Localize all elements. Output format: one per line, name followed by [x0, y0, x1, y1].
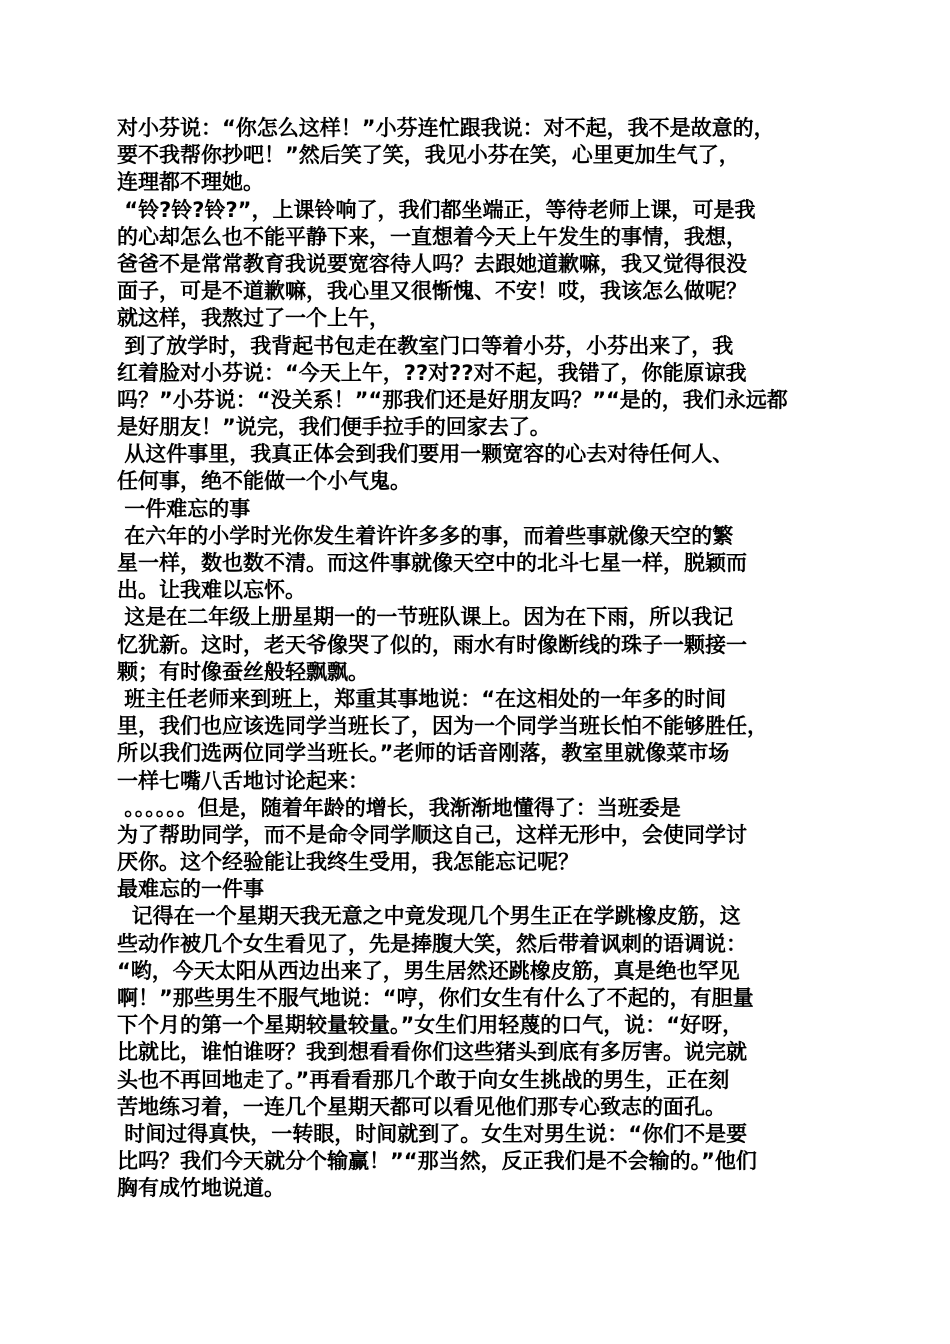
text-line: 从这件事里，我真正体会到我们要用一颗宽容的心去对待任何人、 — [117, 442, 734, 467]
section-heading: 一件难忘的事 — [117, 496, 251, 521]
text-line: “铃?铃?铃?”，上课铃响了，我们都坐端正，等待老师上课，可是我 — [117, 197, 756, 222]
text-line: 一样七嘴八舌地讨论起来： — [117, 768, 369, 793]
document-body — [117, 115, 847, 1203]
text-line: 时间过得真快，一转眼，时间就到了。女生对男生说：“你们不是要 — [117, 1121, 748, 1146]
text-line: 忆犹新。这时，老天爷像哭了似的，雨水有时像断线的珠子一颗接一 — [117, 632, 747, 657]
text-line: 这是在二年级上册星期一的一节班队课上。因为在下雨，所以我记 — [117, 605, 734, 630]
text-line: 里，我们也应该选同学当班长了，因为一个同学当班长怕不能够胜任， — [117, 714, 768, 739]
text-line: 为了帮助同学，而不是命令同学顺这自己，这样无形中，会使同学讨 — [117, 822, 747, 847]
text-line: 颗；有时像蚕丝般轻飘飘。 — [117, 659, 369, 684]
text-line: 。。。。。。但是，随着年龄的增长，我渐渐地懂得了：当班委是 — [117, 795, 681, 820]
text-line: 记得在一个星期天我无意之中竟发现几个男生正在学跳橡皮筋，这 — [117, 904, 741, 929]
text-line: 红着脸对小芬说：“今天上午，??对??对不起，我错了，你能原谅我 — [117, 360, 747, 385]
text-line: 胸有成竹地说道。 — [117, 1176, 285, 1201]
text-line: 是好朋友！”说完，我们便手拉手的回家去了。 — [117, 415, 551, 440]
text-line: 到了放学时，我背起书包走在教室门口等着小芬，小芬出来了，我 — [117, 333, 734, 358]
text-line: 比就比，谁怕谁呀？我到想看看你们这些猪头到底有多厉害。说完就 — [117, 1040, 747, 1065]
text-line: 星一样，数也数不清。而这件事就像天空中的北斗七星一样，脱颖而 — [117, 551, 747, 575]
text-line: 厌你。这个经验能让我终生受用，我怎能忘记呢？ — [117, 850, 579, 875]
text-line: 下个月的第一个星期较量较量。”女生们用轻蔑的口气，说：“好呀， — [117, 1013, 744, 1038]
text-line: 对小芬说：“你怎么这样！”小芬连忙跟我说：对不起，我不是故意的， — [117, 116, 775, 140]
text-line: 就这样，我熬过了一个上午， — [117, 306, 390, 331]
text-line: “哟，今天太阳从西边出来了，男生居然还跳橡皮筋，真是绝也罕见 — [117, 958, 740, 983]
text-line: 所以我们选两位同学当班长。”老师的话音刚落，教室里就像菜市场 — [117, 741, 730, 766]
text-line: 的心却怎么也不能平静下来，一直想着今天上午发生的事情，我想， — [117, 224, 747, 249]
text-line: 要不我帮你抄吧！”然后笑了笑，我见小芬在笑，心里更加生气了， — [117, 143, 740, 168]
text-line: 比吗？我们今天就分个输赢！”“那当然，反正我们是不会输的。”他们 — [117, 1149, 757, 1174]
text-line: 苦地练习着，一连几个星期天都可以看见他们那专心致志的面孔。 — [117, 1094, 726, 1119]
text-line: 吗？”小芬说：“没关系！”“那我们还是好朋友吗？”“是的，我们永远都 — [117, 387, 788, 412]
text-line: 面子，可是不道歉嘛，我心里又很惭愧、不安！哎，我该怎么做呢？ — [117, 279, 747, 304]
text-line: 出。让我难以忘怀。 — [117, 578, 306, 603]
text-line: 任何事，绝不能做一个小气鬼。 — [117, 469, 411, 494]
text-line: 班主任老师来到班上，郑重其事地说：“在这相处的一年多的时间 — [117, 686, 727, 711]
text-line: 头也不再回地走了。”再看看那几个敢于向女生挑战的男生，正在刻 — [117, 1067, 730, 1092]
section-heading: 最难忘的一件事 — [117, 877, 264, 902]
text-line: 啊！”那些男生不服气地说：“哼，你们女生有什么了不起的，有胆量 — [117, 986, 754, 1010]
text-line: 连理都不理她。 — [117, 170, 264, 195]
text-line: 爸爸不是常常教育我说要宽容待人吗？去跟她道歉嘛，我又觉得很没 — [117, 251, 747, 276]
text-line: 些动作被几个女生看见了，先是捧腹大笑，然后带着讽刺的语调说： — [117, 931, 747, 956]
text-line: 在六年的小学时光你发生着许许多多的事，而着些事就像天空的繁 — [117, 523, 734, 548]
